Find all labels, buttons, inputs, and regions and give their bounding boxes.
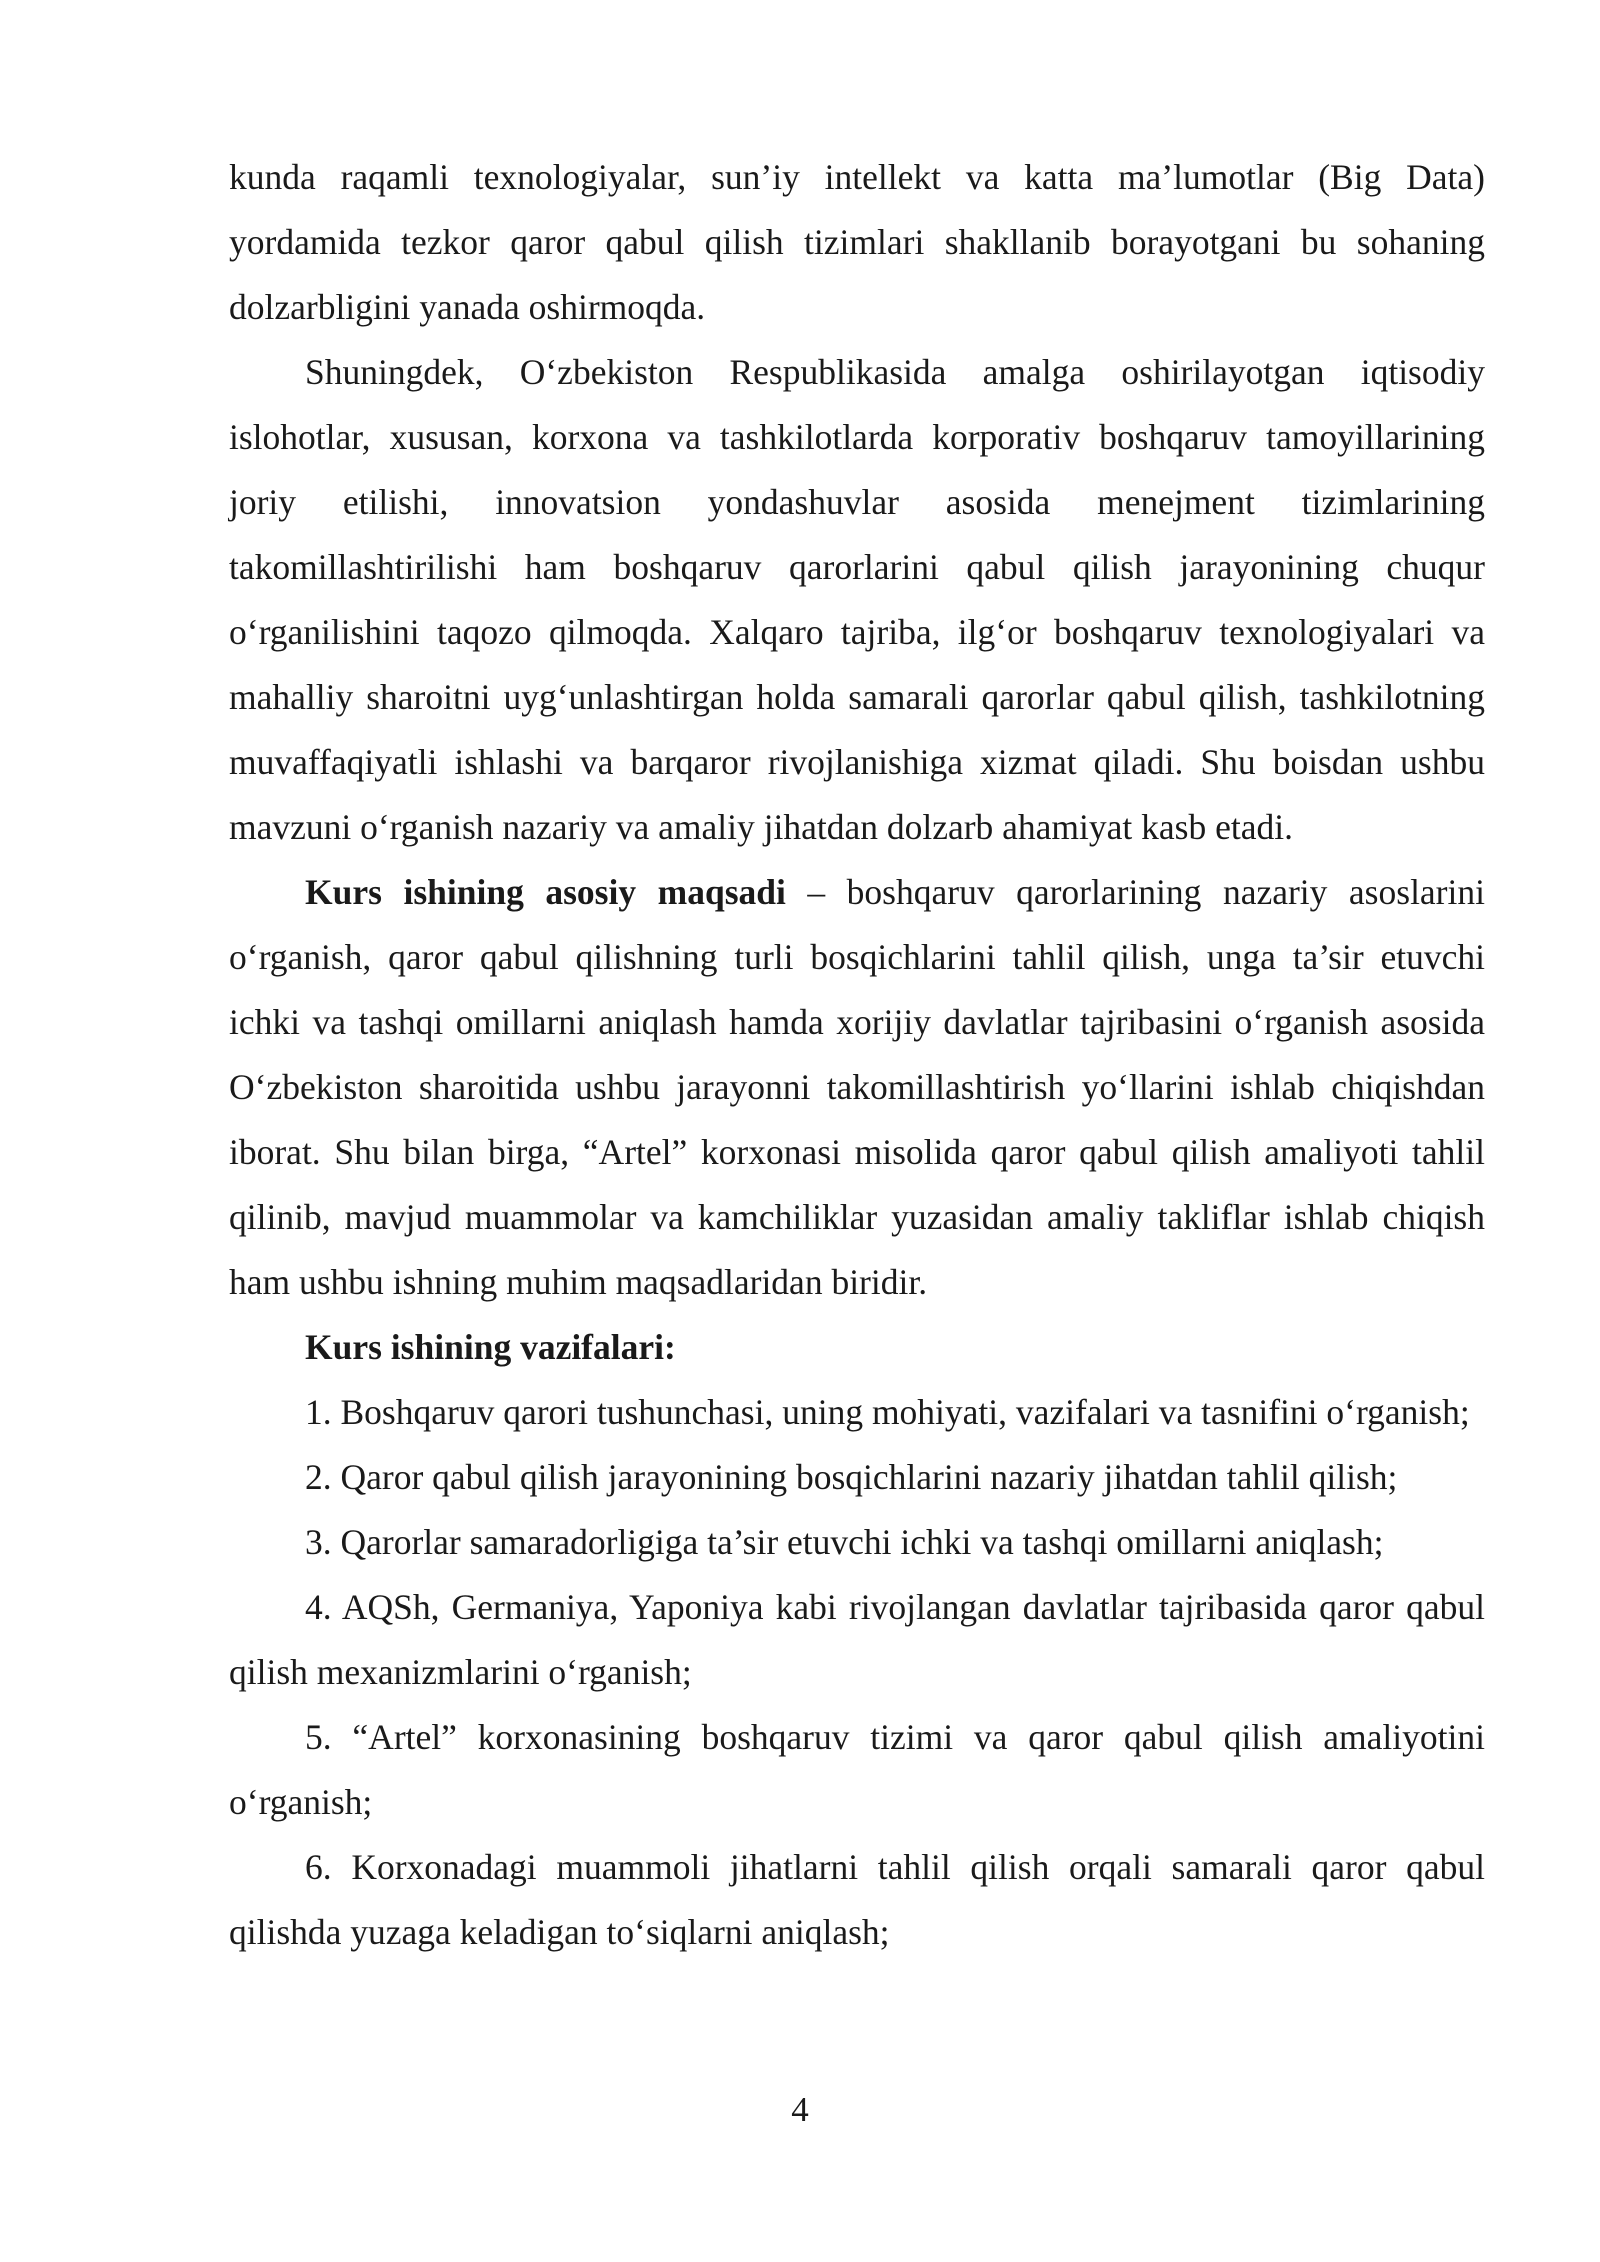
task-item: 2. Qaror qabul qilish jarayonining bosqichlarini nazariy jihatdan tahlil qilish; [305, 1457, 1398, 1497]
paragraph-continuation: kunda raqamli texnologiyalar, sun’iy intellekt va katta ma’lumotlar (Big Data) yordamida tezkor qaror qabul qilish tizimlari shakllanib borayotgani bu sohaning dolzarbligini yanada oshirmoqda. [229, 157, 1485, 327]
paragraph-reforms: Shuningdek, O‘zbekiston Respublikasida amalga oshirilayotgan iqtisodiy islohotlar, xususan, korxona va tashkilotlarda korporativ boshqaruv tamoyillarining joriy etilishi, innovatsion yondashuvlar asosida menejment tizimlarining takomillashtirilishi ham boshqaruv qarorlarini qabul qilish jarayonining chuqur o‘rganilishini taqozo qilmoqda. Xalqaro tajriba, ilg‘or boshqaruv texnologiyalari va mahalliy sharoitni uyg‘unlashtirgan holda samarali qarorlar qabul qilish, tashkilotning muvaffaqiyatli ishlashi va barqaror rivojlanishiga xizmat qiladi. Shu boisdan ushbu mavzuni o‘rganish nazariy va amaliy jihatdan dolzarb ahamiyat kasb etadi. [229, 352, 1485, 847]
main-goal-lead: Kurs ishining asosiy maqsadi [305, 872, 786, 912]
main-goal-text: – boshqaruv qarorlarining nazariy asoslarini o‘rganish, qaror qabul qilishning turli bosqichlarini tahlil qilish, unga ta’sir etuvchi ichki va tashqi omillarni aniqlash hamda xorijiy davlatlar tajribasini o‘rganish asosida O‘zbekiston sharoitida ushbu jarayonni takomillashtirish yo‘llarini ishlab chiqishdan iborat. Shu bilan birga, “Artel” korxonasi misolida qaror qabul qilish amaliyoti tahlil qilinib, mavjud muammolar va kamchiliklar yuzasidan amaliy takliflar ishlab chiqish ham ushbu ishning muhim maqsadlaridan biridir. [229, 872, 1485, 1302]
task-item: 1. Boshqaruv qarori tushunchasi, uning mohiyati, vazifalari va tasnifini o‘rganish; [305, 1392, 1470, 1432]
task-item: 3. Qarorlar samaradorligiga ta’sir etuvchi ichki va tashqi omillarni aniqlash; [305, 1522, 1384, 1562]
paragraph-main-goal [229, 860, 1485, 1315]
task-item: 6. Korxonadagi muammoli jihatlarni tahlil qilish orqali samarali qaror qabul qilishda yuzaga keladigan to‘siqlarni aniqlash; [229, 1847, 1485, 1952]
page-number: 4 [791, 2090, 809, 2129]
tasks-heading: Kurs ishining vazifalari: [305, 1327, 676, 1367]
task-item: 4. AQSh, Germaniya, Yaponiya kabi rivojlangan davlatlar tajribasida qaror qabul qilish mexanizmlarini o‘rganish; [229, 1587, 1485, 1692]
task-item: 5. “Artel” korxonasining boshqaruv tizimi va qaror qabul qilish amaliyotini o‘rganish; [229, 1717, 1485, 1822]
document-body [229, 145, 1485, 1965]
